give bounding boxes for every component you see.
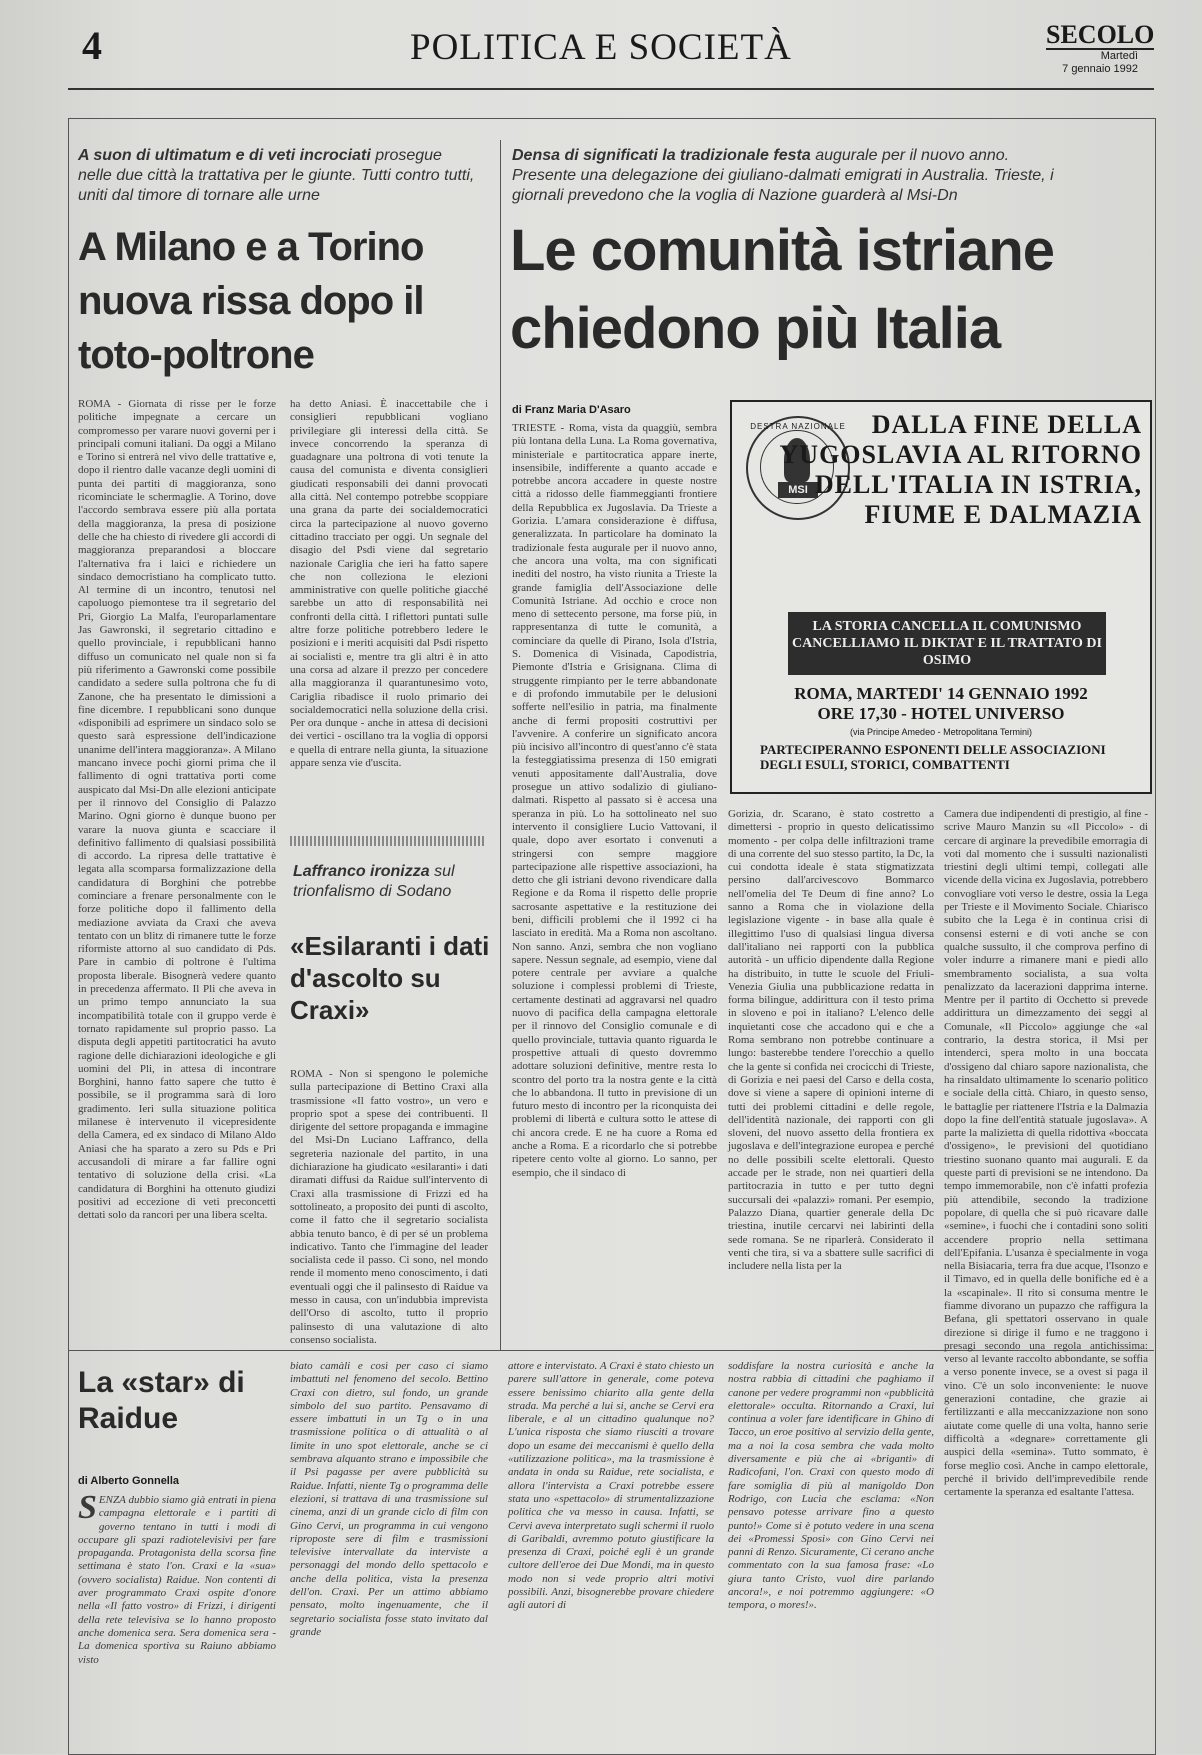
masthead-date: [1046, 50, 1138, 76]
middle-article-body: ROMA - Non si spengono le polemiche sulla partecipazione di Bettino Craxi alla trasmissione «Il fatto vostro», un vero e proprio spot a spese dei contribuenti. Il dirigente del settore propaganda e immagine del Msi-Dn Luciano Laffranco, della segreteria nazionale del partito, in una dichiarazione ha giudicato «esilaranti» i dati diramati diffusi da Raidue sull'intervento di Craxi alla trasmissione di Frizzi ed ha sottolineato, a proposito dei punti di ascolto, come il fatto che il segretario socialista abbia tenuto banco, è di per sé un problema indicativo. Tanto che l'immagine del leader socialista cede il passo. Ci sono, nel mondo rende il momento meno conoscimento, i dati eventuali oggi che il palinsesto di Raidue va messo in causa, con un'indubbia imprevista dell'Orso di ascolto, tutto il proprio palinsesto di una valutazione di alto consenso socialista.: [290, 1068, 488, 1346]
right-article-col1: TRIESTE - Roma, vista da quaggiù, sembra più lontana della Luna. La Roma governativa, ministeriale e partitocratica appare inerte, insensibile, indifferente a quanto accade e potrebbe ancora accadere in queste nostre città a ridosso delle fiammeggianti frontiere della Repubblica ex Jugoslavia. Da Trieste a Gorizia. L'amara considerazione è diffusa, generalizzata. In particolare ha dominato la tradizionale festa augurale per il nuovo anno, che ancora una volta, ma con significati inediti del nostro, ha visto riunita a Trieste la grande famiglia dell'Associazione delle Comunità Istriane. Ad occhio e croce non meno di settecento persone, ma forse più, in rappresentanza di tutte le comunità, a cominciare da quelle di Pirano, Isola d'Istria, S. Domenica di Visinada, Capodistria, Piemonte d'Istria e Grisignana. Clima di struggente rimpianto per le terre abbandonate e di profondo immutabile per le delusioni sofferte nell'esilio in patria, ma finalmente anche di fermi propositi costruttivi per l'avvenire. A conferire un significato ancora più incisivo all'incontro di quest'anno c'è stata la festeggiatissima presenza di 150 emigrati venuti appositamente dall'Australia, dove prosegue un attivo sodalizio di giuliano-dalmati. Rispetto al passato si è accesa una speranza in più. Lo ha sottolineato nel suo intervento il consigliere Lucio Vattovani, il quale, dopo aver esortato i convenuti a stringersi con sempre maggiore partecipazione alle rispettive associazioni, ha detto che gli istriani devono rivendicare dalla Regione e da Roma il rispetto delle proprie sacrosante aspettative e la restituzione dei beni, difficili problemi che il 1992 ci ha lasciato in eredità. Ma a Roma non ascoltano. Non sanno. Anzi, sembra che non vogliano sapere. Nessun segnale, ad esempio, viene dal potere centrale per avviare a qualche soluzione i complessi problemi di Trieste, certamente destinati ad aggravarsi nel quadro nuovo di pacifica della campagna elettorale per il rinnovo del Consiglio comunale e di quello provinciale, tuttavia quanto riguarda le prospettive attuali di questo dovremmo adottare soluzioni definitive, mentre resta lo scontro del porto tra la nostra gente e la città che lo abbandona. Il tutto in previsione di un futuro mesto di incontro per la riconquista dei problemi di libertà e cultura sotto le attese di chi ancora crede. E ne ha cuore a Roma ed anche a Roma. E a ricordarlo che si potrebbe ripetere cento volte al giorno. Lo sanno, per esempio, che il sindaco di: [512, 422, 717, 1179]
logo-badge: MSI: [778, 482, 818, 498]
middle-kicker: [293, 862, 473, 902]
bottom-byline: di Alberto Gonnella: [78, 1475, 180, 1487]
section-title: POLITICA E SOCIETÀ: [410, 27, 792, 68]
masthead-day: Martedì: [1100, 50, 1138, 62]
page-number: 4: [82, 23, 102, 68]
left-article-col1: ROMA - Giornata di risse per le forze politiche impegnate a cercare un compromesso per varare nuovi governi per i principali comuni italiani. Da oggi a Milano e Torino si entrerà nel vivo delle trattative e, dopo il rientro dalle vacanze degli uomini di punta dei partiti di maggioranza, sono ricominciate le schermaglie. A Torino, dove l'accordo sembrava essere più alla portata della maggioranza, la presa di posizione delle che ha chiesto di rivedere gli accordi di maggioranza preparandosi a bloccare l'alternativa fra i laici e richiedere un sindaco democristiano ha complicato tutto. Al termine di un incontro, tenutosi nel capoluogo piemontese tra il segretario del Pri, Giorgio La Malfa, l'europarlamentare Jas Gawronski, il segretario cittadino e quello provinciale, i repubblicani hanno diffuso un comunicato nel quale non si fa più riferimento a Gawronski come possibile candidato a sedere sulla poltrona che fu di Zanone, che ha presentato le dimissioni a fine dicembre. I repubblicani sono dunque «disponibili ad esprimere un sindaco solo se questo sarà espressione dell'indicazione unanime dell'intera maggioranza». A Milano mancano invece pochi giorni prima che il fallimento di ogni trattativa porti come auspicato dal Msi-Dn alle elezioni anticipate per il rinnovo del Consiglio di Palazzo Marino. Ogni giorno è dunque buono per varare la nuova giunta e scacciare il definitivo fallimento di qualsiasi possibilità di accordo. La ripresa delle trattative è legata alla scomparsa formalizzazione della candidatura di Borghini che potrebbe cominciare a frenare personalmente con le forze politiche dopo il fallimento della mediazione avviata da Craxi che aveva tentato con un blitz di rimanere tutte le forze riformiste attorno al suo candidato di Pds. Pare in cambio di poltrone è l'ultima proposta liberale. Bisognerà vedere quanto in precedenza affermato. Il Pli che aveva in un primo tempo annunciato la sua incompatibilità totale con il gruppo verde è tornato rapidamente sul proprio passo. La disputa degli appetiti partitocratici ha avuto ragione delle dichiarazioni ideologiche e gli uomini del Pli, in attesa di incontrare Borghini, hanno fatto sapere che tutto è possibile, se il programma sarà di loro gradimento. Ieri sulla situazione politica milanese è intervenuto il vicepresidente della Camera, ed ex sindaco di Milano Aldo Aniasi che ha sparato a zero su Pds e Pri accusandoli di mirare a far fallire ogni tentativo di soluzione della crisi. «La candidatura di Borghini ha ottenuto giudizi positivi ad eccezione di veti preconcetti dettati solo da rancori per una libera scelta.: [78, 398, 276, 1222]
stripe-divider: [290, 836, 485, 846]
ad-date-line: ROMA, MARTEDI' 14 GENNAIO 1992: [794, 684, 1088, 703]
drop-cap: S: [78, 1489, 97, 1526]
bottom-article-col4: soddisfare la nostra curiosità e anche la nostra rabbia di cittadini che paghiamo il canone per vedere programmi non «pubblicità elettorale» occulta. Ritornando a Craxi, lui continua a voler fare identificare in Ghino di Tacco, un eroe positivo al servizio della gente, ma a noi la cosa sembra che vada molto diversamente e più che ai «briganti» di Radicofani, l'on. Craxi con questo modo di fare somiglia di più al manigoldo Don Rodrigo, con Lucia che esclama: «Non pensavo potesse arrivare fino a questo punto!» Come si è potuto vedere in una scena dei «Promessi Sposi» con Gino Cervi nei panni di Renzo. Sicuramente, Ci cerano anche commentato con la sua famosa frase: «Lo giura tanto Cristo, vuol dire parlando ancora!», e noi potremmo aggiungere: «O tempora, o mores!».: [728, 1360, 934, 1612]
bottom-article-col1: [78, 1489, 276, 1746]
ad-title: DALLA FINE DELLA YUGOSLAVIA AL RITORNO DELL'ITALIA IN ISTRIA, FIUME E DALMAZIA: [779, 410, 1142, 529]
middle-kicker-rest: sul trionfalismo di Sodano: [293, 863, 455, 900]
left-kicker: [78, 146, 478, 206]
middle-headline: «Esilaranti i dati d'ascolto su Craxi»: [290, 931, 490, 1025]
ad-time-place: ORE 17,30 - HOTEL UNIVERSO: [817, 704, 1065, 723]
masthead-logo: SECOLO: [1046, 20, 1155, 49]
bottom-article-col1-text: ENZA dubbio siamo già entrati in piena campagna elettorale e i partiti di governo tentano in tutti i modi di occupare gli spazi radiotelevisivi per fare propaganda. Protagonista della scorsa fine settimana è stato l'on. Craxi e la «sua» (ovvero socialista) Raidue. Non contenti di aver programmato Craxi ospite d'onore nella «Il fatto vostro» di Frizzi, i dirigenti della rete televisiva se lo hanno proposto anche domenica sera. Sera domenica sera - La domenica sportiva su Raiuno abbiamo visto: [78, 1494, 276, 1666]
masthead-date-text: 7 gennaio 1992: [1062, 63, 1138, 75]
logo-text: DESTRA NAZIONALE: [750, 422, 846, 431]
header-rule: [68, 88, 1154, 90]
bottom-headline: La «star» di Raidue: [78, 1366, 245, 1435]
middle-kicker-bold: Laffranco ironizza: [293, 863, 430, 880]
left-article-col2: ha detto Aniasi. È inaccettabile che i consiglieri repubblicani vogliano privilegiare gli interessi della città. Se invece concorrendo la speranza di guadagnare una poltrona di voti tenute la causa del comunista e diventa consiglieri giudicati responsabili dei danni provocati alla città. Nel contempo potrebbe scoppiare una grana da parte dei socialdemocratici circa la partecipazione al nuovo governo cittadino tracciato per oggi. Un segnale del disagio del Psdi viene dal segretario nazionale Cariglia che ieri ha fatto sapere che non colleziona le elezioni amministrative con quelle politiche giacché sarebbe un atto di responsabilità nei confronti della città. I riflettori puntati sulle altre forze politiche potrebbero ledere le posizioni e i meriti acquisiti dal Psdi rispetto ai socialisti e, mentre tra gli altri è in atto una corsa ad alzare il prezzo per concedere alla maggioranza il quarantunesimo voto, Cariglia ribadisce il ruolo primario dei socialdemocratici nella soluzione della crisi. Per ora dunque - anche in attesa di decisioni dei vertici - oscillano tra la voglia di opporsi e quella di entrare nella giunta, la situazione appare senza vie d'uscita.: [290, 398, 488, 770]
ad-slogan-band: LA STORIA CANCELLA IL COMUNISMO CANCELLIAMO IL DIKTAT E IL TRATTATO DI OSIMO: [788, 612, 1106, 675]
bottom-article-col3: attore e intervistato. A Craxi è stato chiesto un parere sull'attore in generale, come poteva essere benissimo chiarito alla gente della strada. Ma perché a lui si, anche se Cervi era liberale, e al un cittadino qualunque no? L'unica risposta che siamo riusciti a trovare dopo un esame dei meccanismi è quello della «utilizzazione politica», ma la trasmissione è andata in onda su Raidue, rete socialista, e allora l'intervista a Craxi potrebbe essere stata uno «spettacolo» di strumentalizzazione politica che va messo in causa. Infatti, se Cervi aveva interpretato sugli schermi il ruolo di Garibaldi, avremmo potuto giustificare la presenza di Craxi, poiché egli è un grande cultore dell'eroe dei Due Mondi, ma in questo modo non si vede proprio altri motivi possibili. Anzi, bisognerebbe provare chiedere agli autori di: [508, 1360, 714, 1612]
ad-participants: PARTECIPERANNO ESPONENTI DELLE ASSOCIAZIONI DEGLI ESULI, STORICI, COMBATTENTI: [760, 742, 1106, 772]
left-headline: A Milano e a Torino nuova rissa dopo il toto-poltrone: [78, 225, 424, 377]
right-kicker-rest: augurale per il nuovo anno. Presente una delegazione dei giuliano-dalmati emigrati in Australia. Trieste, i giornali prevedono che la voglia di Nazione guarderà al Msi-Dn: [512, 147, 1054, 204]
ad-venue-address: (via Principe Amedeo - Metropolitana Termini): [850, 727, 1032, 737]
right-headline: Le comunità istriane chiedono più Italia: [510, 218, 1055, 361]
left-kicker-bold: A suon di ultimatum e di veti incrociati: [78, 147, 371, 164]
bottom-article-col2: biato camàli e così per caso ci siamo imbattuti nel fenomeno del secolo. Bettino Craxi con dietro, sul fondo, un grande simbolo del suo partito. Pensavamo di essere imbattuti in un Tg o in una trasmissione politica o di attualità o al limite in uno spot elettorale, anche se ci sembrava alquanto strano e impossibile che il Psi pagasse per avere pubblicità su Raidue. Infatti, niente Tg o programma delle elezioni, si trattava di una trasmissione sul cinema, anzi di un grande ciclo di film con Gino Cervi, un programma in cui vengono riproposte sere di film e trasmissioni televisive intervallate da interviste a personaggi del mondo dello spettacolo e anche della politica, vista la presenza dell'on. Craxi. Per un attimo abbiamo pensato, molto ingenuamente, che il segretario socialista fosse stato invitato dal grande: [290, 1360, 488, 1638]
column-divider: [500, 140, 501, 1350]
left-kicker-rest: prosegue nelle due città la trattativa per le giunte. Tutti contro tutti, uniti dal timore di tornare alle urne: [78, 147, 475, 204]
right-article-col3: Camera due indipendenti di prestigio, al fine - scrive Mauro Manzin su «Il Piccolo» - di cercare di arginare la prevedibile emorragia di voti dal momento che i sussulti nazionalisti triestini degli ultimi tempi, collegati alle vicende della vicina ex Jugoslavia, potrebbero convogliare voti verso le destre, ossia la Lega per Trieste e il Movimento Sociale. Chiarisco subito che la Lega è in continua crisi di consensi esterni e di voti anche se con qualche sussulto, il che comprova perfino di voler indurre a rimanere mani e piedi allo smembramento socialista, a sua volta penalizzato da lacerazioni dapprima interne. Mentre per il partito di Occhetto si prevede addirittura un dimezzamento dei seggi al Comunale, «Il Piccolo» aggiunge che «al contrario, la destra storica, il Msi per intenderci, spera molto in una boccata d'ossigeno dal chiaro sapore nazionalista, che ha rinsaldato ultimamente lo scenario politico e sociale della città. Chiaro, in questo senso, le battaglie per riattenere l'Istria e la Dalmazia dopo la fine dell'entità statuale jugoslava». A parte la malizietta di quella ridottiva «boccata d'ossigeno», le previsioni del quotidiano triestino suonano quanto mai augurali. E da queste parti di previsioni se ne intendono. Da tempo immemorabile, non c'è infatti profezia più attendibile, secondo la tradizione popolare, di quella che si può ricavare dalle «semine», i fuochi che i contadini sono soliti accendere proprio nella settimana dell'Epifania. L'usanza è specialmente in voga nella Bisiacaria, terra fra due acque, l'Isonzo e il Timavo, ed in quella delle bonifiche ed è a la «scapinale». Il rito si consuma mentre le fiamme divorano un pupazzo che raffigura la Befana, gli spettatori osservano in quale direzione si dirige il fumo e ne traggono i presagi secondo una regola antichissima: verso al levante raccolto abbondante, se soffia a verso ponente invece, se a ovest si paga il vino. C'è un solo inconveniente: le nuove generazioni contadine, che grazie ai fertilizzanti e alla meccanizzazione non sono aiutate come quelle di una volta, hanno serie difficoltà a «degnare» correttamente gli auspici della «semina». Tutto sommato, è forse meglio così. Anche in campo elettorale, perché il brivido dell'imprevedibile rende certamente la speranza ed esaltante l'attesa.: [944, 808, 1148, 1499]
right-byline: di Franz Maria D'Asaro: [512, 404, 631, 416]
right-kicker-bold: Densa di significati la tradizionale festa: [512, 147, 811, 164]
msi-advertisement: [730, 400, 1152, 794]
right-kicker: [512, 146, 1072, 206]
ad-date: [742, 684, 1140, 724]
right-article-col2: Gorizia, dr. Scarano, è stato costretto a dimettersi - proprio in questo delicatissimo momento - per colpa delle infiltrazioni trame di una corrente del suo stesso partito, la Dc, la cui condotta ideale è stata stigmatizzata persino dall'arcivescovo Bommarco nell'omelia del Te Deum di fine anno? Lo sanno a Roma che in violazione della legislazione vigente - in base alla quale è illegittimo l'uso di qualsiasi lingua diversa dall'italiano nei rapporti con la pubblica autorità - un ufficio dipendente dalla Regione ha distribuito, in tutte le scuole del Friuli-Venezia Giulia una pubblicazione redatta in forma bilingue, addirittura con il testo prima in sloveno e poi in italiano? L'elenco delle inquietanti cose che accadono qui e che a Roma sembrano non potrebbe continuare a lungo: basterebbe tendere l'orecchio a quello che la gente si confida nei crocicchi di Trieste, di Gorizia e nei paesi del Carso e della costa, dove si viene a sapere di opinioni interne di tutti dei problemi cittadini e delle regole, dell'identità nazionale, dei rapporti con gli sloveni, del nuovo assetto della frontiera ex jugoslava e dell'integrazione europea e perché no delle possibili scelte elettorali. Questo accade per le strade, non nei quartieri della partitocrazia in tutto e per tutto degni succursali dei «palazzi» romani. Per esempio, Palazzo Diana, quartier generale della Dc triestina, inutile cercarvi nei labirinti della sede romana. Se ne riparlerà. Considerato il venti che tira, si va a sbattere sulle sacrifici di includere nella lista per la: [728, 808, 934, 1273]
